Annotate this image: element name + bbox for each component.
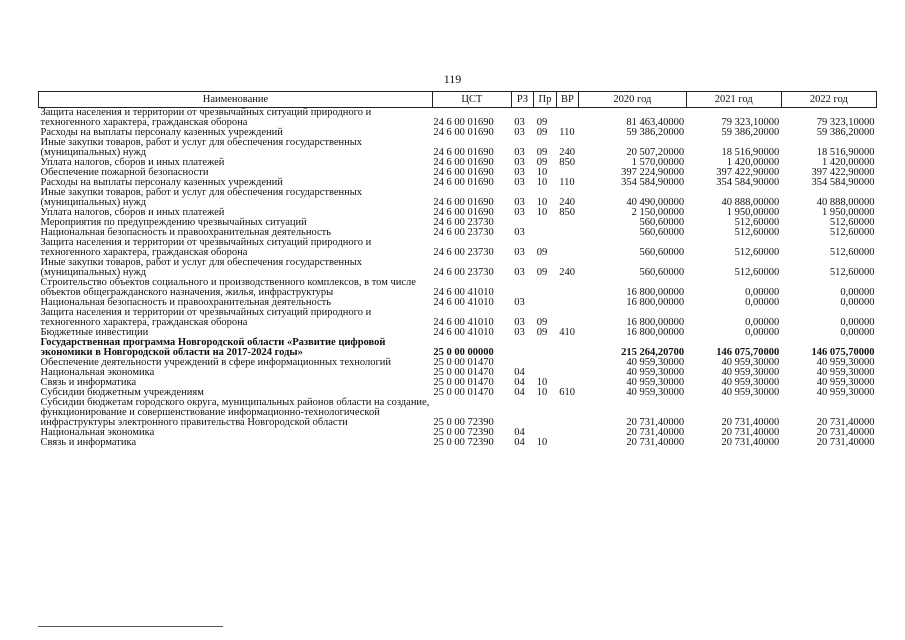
cell-2021: 512,60000 bbox=[734, 247, 780, 258]
cell-rz: 03 bbox=[514, 147, 525, 158]
cell-cst: 24 6 00 01690 bbox=[433, 197, 494, 208]
cell-2022: 354 584,90000 bbox=[811, 177, 875, 188]
cell-2020: 40 959,30000 bbox=[626, 367, 685, 378]
cell-name: Уплата налогов, сборов и иных платежей bbox=[40, 157, 225, 168]
cell-cst: 24 6 00 01690 bbox=[433, 207, 494, 218]
table-row bbox=[39, 138, 877, 158]
cell-rz: 04 bbox=[514, 367, 525, 378]
cell-2020: 40 490,00000 bbox=[626, 197, 685, 208]
cell-2020: 1 570,00000 bbox=[631, 157, 685, 168]
table-row bbox=[39, 278, 877, 298]
cell-rz: 03 bbox=[514, 127, 525, 138]
cell-2020: 560,60000 bbox=[639, 267, 685, 278]
page-number: 119 bbox=[443, 72, 462, 86]
cell-2022: 40 888,00000 bbox=[816, 197, 875, 208]
cell-rz: 03 bbox=[514, 117, 525, 128]
cell-pr: 10 bbox=[536, 177, 548, 188]
cell-cst: 24 6 00 01690 bbox=[433, 157, 494, 168]
cell-vr bbox=[556, 368, 579, 378]
cell-2021: 397 422,90000 bbox=[716, 167, 780, 178]
cell-name: Уплата налогов, сборов и иных платежей bbox=[40, 207, 225, 218]
cell-cst: 24 6 00 23730 bbox=[433, 267, 494, 278]
cell-2021: 0,00000 bbox=[745, 327, 780, 338]
cell-2020: 215 264,20700 bbox=[621, 347, 685, 358]
cell-vr bbox=[556, 298, 579, 308]
cell-cst: 24 6 00 01690 bbox=[433, 117, 494, 128]
cell-name: Государственная программа Новгородской области «Развитие цифровой экономики в Новгородской области на 2017-2024 годы» bbox=[40, 337, 386, 358]
cell-pr: 10 bbox=[536, 377, 548, 388]
cell-cst: 25 0 00 72390 bbox=[433, 427, 494, 438]
cell-2021: 512,60000 bbox=[734, 217, 780, 228]
cell-2020: 560,60000 bbox=[639, 247, 685, 258]
cell-pr bbox=[534, 218, 557, 228]
cell-2021: 79 323,10000 bbox=[721, 117, 780, 128]
cell-pr: 10 bbox=[536, 207, 548, 218]
cell-2020: 560,60000 bbox=[639, 227, 685, 238]
cell-cst: 25 0 00 01470 bbox=[433, 387, 494, 398]
cell-2021: 20 731,40000 bbox=[721, 427, 780, 438]
cell-cst: 24 6 00 41010 bbox=[433, 287, 494, 298]
cell-name: Субсидии бюджетам городского округа, муниципальных районов области на создание, функционирование и совершенствование информационно-технологической инфраструктуры электронного правительства Новгородской области bbox=[40, 397, 430, 428]
cell-rz: 03 bbox=[514, 327, 525, 338]
cell-vr: 850 bbox=[559, 207, 575, 218]
cell-cst: 25 0 00 00000 bbox=[433, 347, 494, 358]
cell-2022: 0,00000 bbox=[840, 327, 875, 338]
cell-rz: 03 bbox=[514, 197, 525, 208]
table-row bbox=[39, 338, 877, 358]
cell-rz: 04 bbox=[514, 387, 525, 398]
cell-vr: 240 bbox=[559, 147, 575, 158]
cell-rz: 03 bbox=[514, 247, 525, 258]
cell-vr bbox=[556, 228, 579, 238]
header-rz: РЗ bbox=[511, 92, 534, 108]
cell-2021: 40 959,30000 bbox=[721, 377, 780, 388]
table-row bbox=[39, 398, 877, 428]
cell-rz: 03 bbox=[514, 227, 525, 238]
cell-vr: 610 bbox=[559, 387, 575, 398]
cell-2022: 146 075,70000 bbox=[811, 347, 875, 358]
cell-vr bbox=[556, 338, 579, 358]
cell-2021: 18 516,90000 bbox=[721, 147, 780, 158]
cell-2022: 40 959,30000 bbox=[816, 357, 875, 368]
cell-vr bbox=[556, 308, 579, 328]
cell-pr bbox=[534, 358, 557, 368]
cell-pr bbox=[534, 298, 557, 308]
cell-name: Строительство объектов социального и производственного комплексов, в том числе объектов общегражданского назначения, жилья, инфраструктуры bbox=[40, 277, 416, 298]
cell-name: Иные закупки товаров, работ и услуг для обеспечения государственных (муниципальных) нужд bbox=[40, 137, 363, 158]
cell-pr bbox=[534, 398, 557, 428]
cell-2022: 40 959,30000 bbox=[816, 377, 875, 388]
cell-2022: 512,60000 bbox=[829, 227, 875, 238]
cell-cst: 25 0 00 72390 bbox=[433, 437, 494, 448]
cell-2022: 397 422,90000 bbox=[811, 167, 875, 178]
cell-pr: 10 bbox=[536, 437, 548, 448]
cell-name: Национальная экономика bbox=[40, 367, 155, 378]
cell-2021: 40 959,30000 bbox=[721, 367, 780, 378]
cell-2022: 20 731,40000 bbox=[816, 417, 875, 428]
cell-2021: 20 731,40000 bbox=[721, 417, 780, 428]
cell-2020: 40 959,30000 bbox=[626, 377, 685, 388]
cell-cst: 25 0 00 01470 bbox=[433, 367, 494, 378]
cell-2020: 16 800,00000 bbox=[626, 297, 685, 308]
cell-vr: 240 bbox=[559, 197, 575, 208]
cell-2021: 40 959,30000 bbox=[721, 357, 780, 368]
cell-name: Защита населения и территории от чрезвычайных ситуаций природного и техногенного характера, гражданская оборона bbox=[40, 107, 372, 128]
cell-name: Связь и информатика bbox=[40, 437, 137, 448]
cell-name: Национальная безопасность и правоохранительная деятельность bbox=[40, 297, 332, 308]
cell-2022: 0,00000 bbox=[840, 297, 875, 308]
header-2020: 2020 год bbox=[579, 92, 686, 108]
cell-rz: 04 bbox=[514, 377, 525, 388]
cell-2022: 512,60000 bbox=[829, 247, 875, 258]
header-pr: Пр bbox=[534, 92, 557, 108]
cell-vr: 110 bbox=[559, 127, 575, 138]
cell-2021: 0,00000 bbox=[745, 317, 780, 328]
cell-2020: 40 959,30000 bbox=[626, 387, 685, 398]
cell-vr: 110 bbox=[559, 177, 575, 188]
cell-cst: 24 6 00 41010 bbox=[433, 317, 494, 328]
cell-2022: 79 323,10000 bbox=[816, 117, 875, 128]
table-row bbox=[39, 308, 877, 328]
cell-name: Мероприятия по предупреждению чрезвычайных ситуаций bbox=[40, 217, 307, 228]
cell-name: Обеспечение деятельности учреждений в сфере информационных технологий bbox=[40, 357, 392, 368]
cell-name: Расходы на выплаты персоналу казенных учреждений bbox=[40, 127, 283, 138]
cell-pr: 09 bbox=[536, 147, 548, 158]
table-row bbox=[39, 188, 877, 208]
cell-rz: 03 bbox=[514, 167, 525, 178]
budget-table bbox=[38, 91, 877, 448]
cell-name: Защита населения и территории от чрезвычайных ситуаций природного и техногенного характера, гражданская оборона bbox=[40, 237, 372, 258]
cell-pr: 09 bbox=[536, 117, 548, 128]
table-body bbox=[39, 108, 877, 449]
cell-name: Связь и информатика bbox=[40, 377, 137, 388]
cell-name: Субсидии бюджетным учреждениям bbox=[40, 387, 204, 398]
table-row bbox=[39, 238, 877, 258]
cell-cst: 24 6 00 41010 bbox=[433, 327, 494, 338]
cell-2020: 20 731,40000 bbox=[626, 427, 685, 438]
cell-pr: 09 bbox=[536, 317, 548, 328]
cell-pr: 10 bbox=[536, 167, 548, 178]
cell-2020: 560,60000 bbox=[639, 217, 685, 228]
cell-vr: 410 bbox=[559, 327, 575, 338]
cell-2021: 512,60000 bbox=[734, 227, 780, 238]
cell-cst: 24 6 00 41010 bbox=[433, 297, 494, 308]
cell-vr bbox=[556, 428, 579, 438]
cell-2020: 20 731,40000 bbox=[626, 437, 685, 448]
cell-vr: 240 bbox=[559, 267, 575, 278]
cell-2021: 146 075,70000 bbox=[716, 347, 780, 358]
cell-2022: 18 516,90000 bbox=[816, 147, 875, 158]
header-cst: ЦСТ bbox=[432, 92, 511, 108]
cell-2022: 40 959,30000 bbox=[816, 367, 875, 378]
header-vr: ВР bbox=[556, 92, 579, 108]
cell-cst: 25 0 00 01470 bbox=[433, 357, 494, 368]
cell-rz: 03 bbox=[514, 267, 525, 278]
cell-rz: 03 bbox=[514, 207, 525, 218]
cell-name: Бюджетные инвестиции bbox=[40, 327, 149, 338]
cell-2022: 1 420,00000 bbox=[822, 157, 875, 168]
table-row bbox=[39, 108, 877, 129]
cell-rz: 03 bbox=[514, 297, 525, 308]
cell-2021: 40 959,30000 bbox=[721, 387, 780, 398]
cell-2020: 40 959,30000 bbox=[626, 357, 685, 368]
cell-2020: 16 800,00000 bbox=[626, 327, 685, 338]
cell-pr bbox=[534, 278, 557, 298]
cell-cst: 24 6 00 01690 bbox=[433, 177, 494, 188]
cell-2022: 512,60000 bbox=[829, 217, 875, 228]
cell-cst: 24 6 00 01690 bbox=[433, 147, 494, 158]
cell-2020: 397 224,90000 bbox=[621, 167, 685, 178]
cell-name: Обеспечение пожарной безопасности bbox=[40, 167, 209, 178]
cell-name: Национальная безопасность и правоохранительная деятельность bbox=[40, 227, 332, 238]
cell-2020: 59 386,20000 bbox=[626, 127, 685, 138]
footer-divider bbox=[38, 626, 223, 627]
cell-cst: 24 6 00 23730 bbox=[433, 217, 494, 228]
cell-2021: 0,00000 bbox=[745, 297, 780, 308]
cell-2020: 16 800,00000 bbox=[626, 317, 685, 328]
cell-rz bbox=[511, 278, 534, 298]
cell-2020: 354 584,90000 bbox=[621, 177, 685, 188]
cell-rz: 04 bbox=[514, 427, 525, 438]
table-row bbox=[39, 258, 877, 278]
cell-vr bbox=[556, 398, 579, 428]
cell-name: Иные закупки товаров, работ и услуг для обеспечения государственных (муниципальных) нужд bbox=[40, 187, 363, 208]
header-2021: 2021 год bbox=[686, 92, 781, 108]
cell-name: Национальная экономика bbox=[40, 427, 155, 438]
cell-vr bbox=[556, 358, 579, 368]
cell-pr bbox=[534, 228, 557, 238]
cell-2020: 2 150,00000 bbox=[631, 207, 685, 218]
cell-pr: 10 bbox=[536, 197, 548, 208]
cell-pr bbox=[534, 338, 557, 358]
cell-2020: 81 463,40000 bbox=[626, 117, 685, 128]
table-header-row bbox=[39, 92, 877, 108]
cell-2022: 20 731,40000 bbox=[816, 427, 875, 438]
cell-2020: 20 507,20000 bbox=[626, 147, 685, 158]
cell-2021: 1 950,00000 bbox=[726, 207, 780, 218]
cell-pr: 09 bbox=[536, 327, 548, 338]
cell-2022: 0,00000 bbox=[840, 287, 875, 298]
header-2022: 2022 год bbox=[781, 92, 876, 108]
cell-2022: 59 386,20000 bbox=[816, 127, 875, 138]
cell-2022: 512,60000 bbox=[829, 267, 875, 278]
cell-pr: 09 bbox=[536, 157, 548, 168]
cell-2021: 1 420,00000 bbox=[726, 157, 780, 168]
cell-2020: 16 800,00000 bbox=[626, 287, 685, 298]
cell-2022: 0,00000 bbox=[840, 317, 875, 328]
cell-pr: 10 bbox=[536, 387, 548, 398]
cell-2021: 59 386,20000 bbox=[721, 127, 780, 138]
header-name: Наименование bbox=[39, 92, 433, 108]
cell-2022: 40 959,30000 bbox=[816, 387, 875, 398]
cell-vr bbox=[556, 278, 579, 298]
cell-2021: 20 731,40000 bbox=[721, 437, 780, 448]
cell-cst: 25 0 00 72390 bbox=[433, 417, 494, 428]
cell-rz: 04 bbox=[514, 437, 525, 448]
cell-cst: 24 6 00 23730 bbox=[433, 247, 494, 258]
cell-vr bbox=[556, 218, 579, 228]
cell-rz: 03 bbox=[514, 157, 525, 168]
cell-vr: 850 bbox=[559, 157, 575, 168]
cell-vr bbox=[556, 238, 579, 258]
cell-2022: 1 950,00000 bbox=[822, 207, 875, 218]
cell-cst: 24 6 00 23730 bbox=[433, 227, 494, 238]
cell-name: Защита населения и территории от чрезвычайных ситуаций природного и техногенного характера, гражданская оборона bbox=[40, 307, 372, 328]
cell-2021: 0,00000 bbox=[745, 287, 780, 298]
table-row bbox=[39, 438, 877, 448]
cell-pr: 09 bbox=[536, 267, 548, 278]
cell-2020: 20 731,40000 bbox=[626, 417, 685, 428]
cell-2021: 354 584,90000 bbox=[716, 177, 780, 188]
cell-cst: 24 6 00 01690 bbox=[433, 167, 494, 178]
cell-name: Расходы на выплаты персоналу казенных учреждений bbox=[40, 177, 283, 188]
cell-cst: 24 6 00 01690 bbox=[433, 127, 494, 138]
cell-rz bbox=[511, 398, 534, 428]
cell-2021: 40 888,00000 bbox=[721, 197, 780, 208]
cell-cst: 25 0 00 01470 bbox=[433, 377, 494, 388]
cell-vr bbox=[556, 438, 579, 448]
cell-pr: 09 bbox=[536, 247, 548, 258]
cell-rz: 03 bbox=[514, 317, 525, 328]
cell-pr: 09 bbox=[536, 127, 548, 138]
cell-2021: 512,60000 bbox=[734, 267, 780, 278]
cell-rz bbox=[511, 338, 534, 358]
cell-vr bbox=[556, 108, 579, 129]
cell-name: Иные закупки товаров, работ и услуг для обеспечения государственных (муниципальных) нужд bbox=[40, 257, 363, 278]
cell-2022: 20 731,40000 bbox=[816, 437, 875, 448]
cell-rz: 03 bbox=[514, 177, 525, 188]
